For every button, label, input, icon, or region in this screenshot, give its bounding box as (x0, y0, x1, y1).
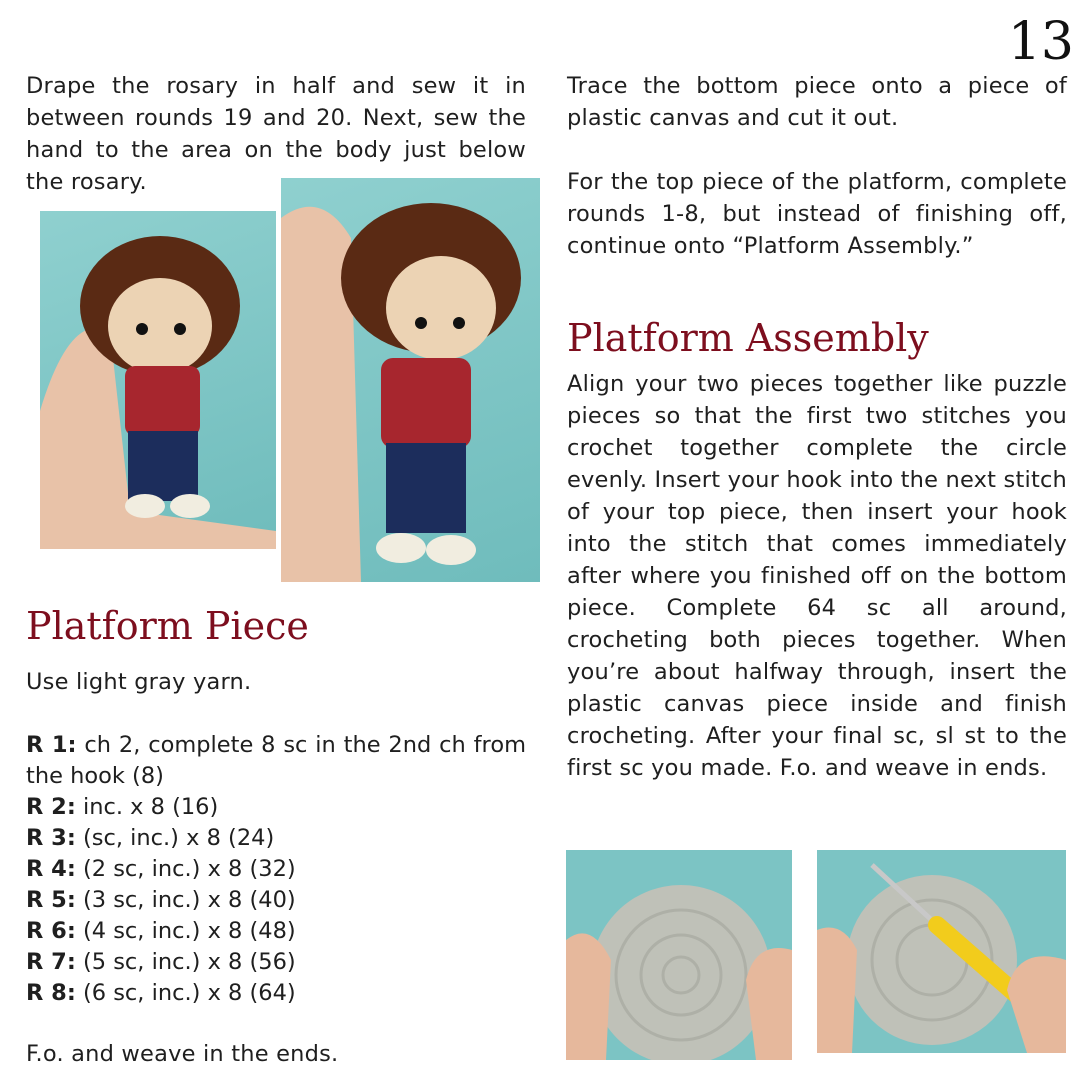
yarn-note: Use light gray yarn. (26, 669, 252, 695)
platform-assembly-title: Platform Assembly (567, 316, 929, 360)
round-row (26, 885, 526, 916)
round-text: (4 sc, inc.) x 8 (48) (75, 918, 296, 944)
trace-paragraph: Trace the bottom piece onto a piece of plastic canvas and cut it out. (567, 73, 1067, 131)
intro-paragraph: Drape the rosary in half and sew it in between rounds 19 and 20. Next, sew the hand to the area on the body just below the rosary. (26, 73, 526, 195)
crochet-joining-photo (817, 850, 1066, 1053)
round-label: R 4: (26, 856, 76, 882)
round-text: (6 sc, inc.) x 8 (64) (75, 980, 296, 1006)
round-text: inc. x 8 (16) (75, 794, 219, 820)
doll-photo-side (281, 178, 540, 582)
doll-front-illustration (40, 211, 276, 549)
round-row (26, 823, 526, 854)
round-label: R 6: (26, 918, 76, 944)
round-label: R 2: (26, 794, 76, 820)
doll-photo-front (40, 211, 276, 549)
gray-circle-illustration (566, 850, 792, 1060)
round-label: R 1: (26, 732, 77, 758)
round-text: (3 sc, inc.) x 8 (40) (75, 887, 296, 913)
round-text: ch 2, complete 8 sc in the 2nd ch from the hook (8) (26, 732, 526, 789)
round-row (26, 978, 526, 1009)
round-label: R 7: (26, 949, 76, 975)
crochet-hook-illustration (817, 850, 1066, 1053)
assembly-paragraph: Align your two pieces together like puzzle pieces so that the first two stitches you crochet together complete the circle evenly. Insert your hook into the next stitch of your top piece, then insert your hook into the stitch that comes immediately after where you finished off on the bottom piece. Complete 64 sc all around, crocheting both pieces together. When you’re about halfway through, insert the plastic canvas piece inside and finish crocheting. After your final sc, sl st to the first sc you made. F.o. and weave in ends. (567, 371, 1067, 781)
round-list (26, 730, 526, 1009)
round-text: (5 sc, inc.) x 8 (56) (75, 949, 296, 975)
round-label: R 8: (26, 980, 76, 1006)
top-piece-paragraph: For the top piece of the platform, complete rounds 1-8, but instead of finishing off, continue onto “Platform Assembly.” (567, 169, 1067, 259)
round-row (26, 792, 526, 823)
round-text: (2 sc, inc.) x 8 (32) (75, 856, 296, 882)
round-label: R 5: (26, 887, 76, 913)
round-row (26, 916, 526, 947)
round-label: R 3: (26, 825, 76, 851)
platform-piece-title: Platform Piece (26, 604, 309, 648)
doll-side-illustration (281, 178, 540, 582)
round-text: (sc, inc.) x 8 (24) (75, 825, 275, 851)
round-row (26, 947, 526, 978)
round-row (26, 730, 526, 792)
round-row (26, 854, 526, 885)
crochet-circle-photo (566, 850, 792, 1060)
page-number: 13 (1007, 12, 1074, 72)
finish-note: F.o. and weave in the ends. (26, 1041, 339, 1067)
